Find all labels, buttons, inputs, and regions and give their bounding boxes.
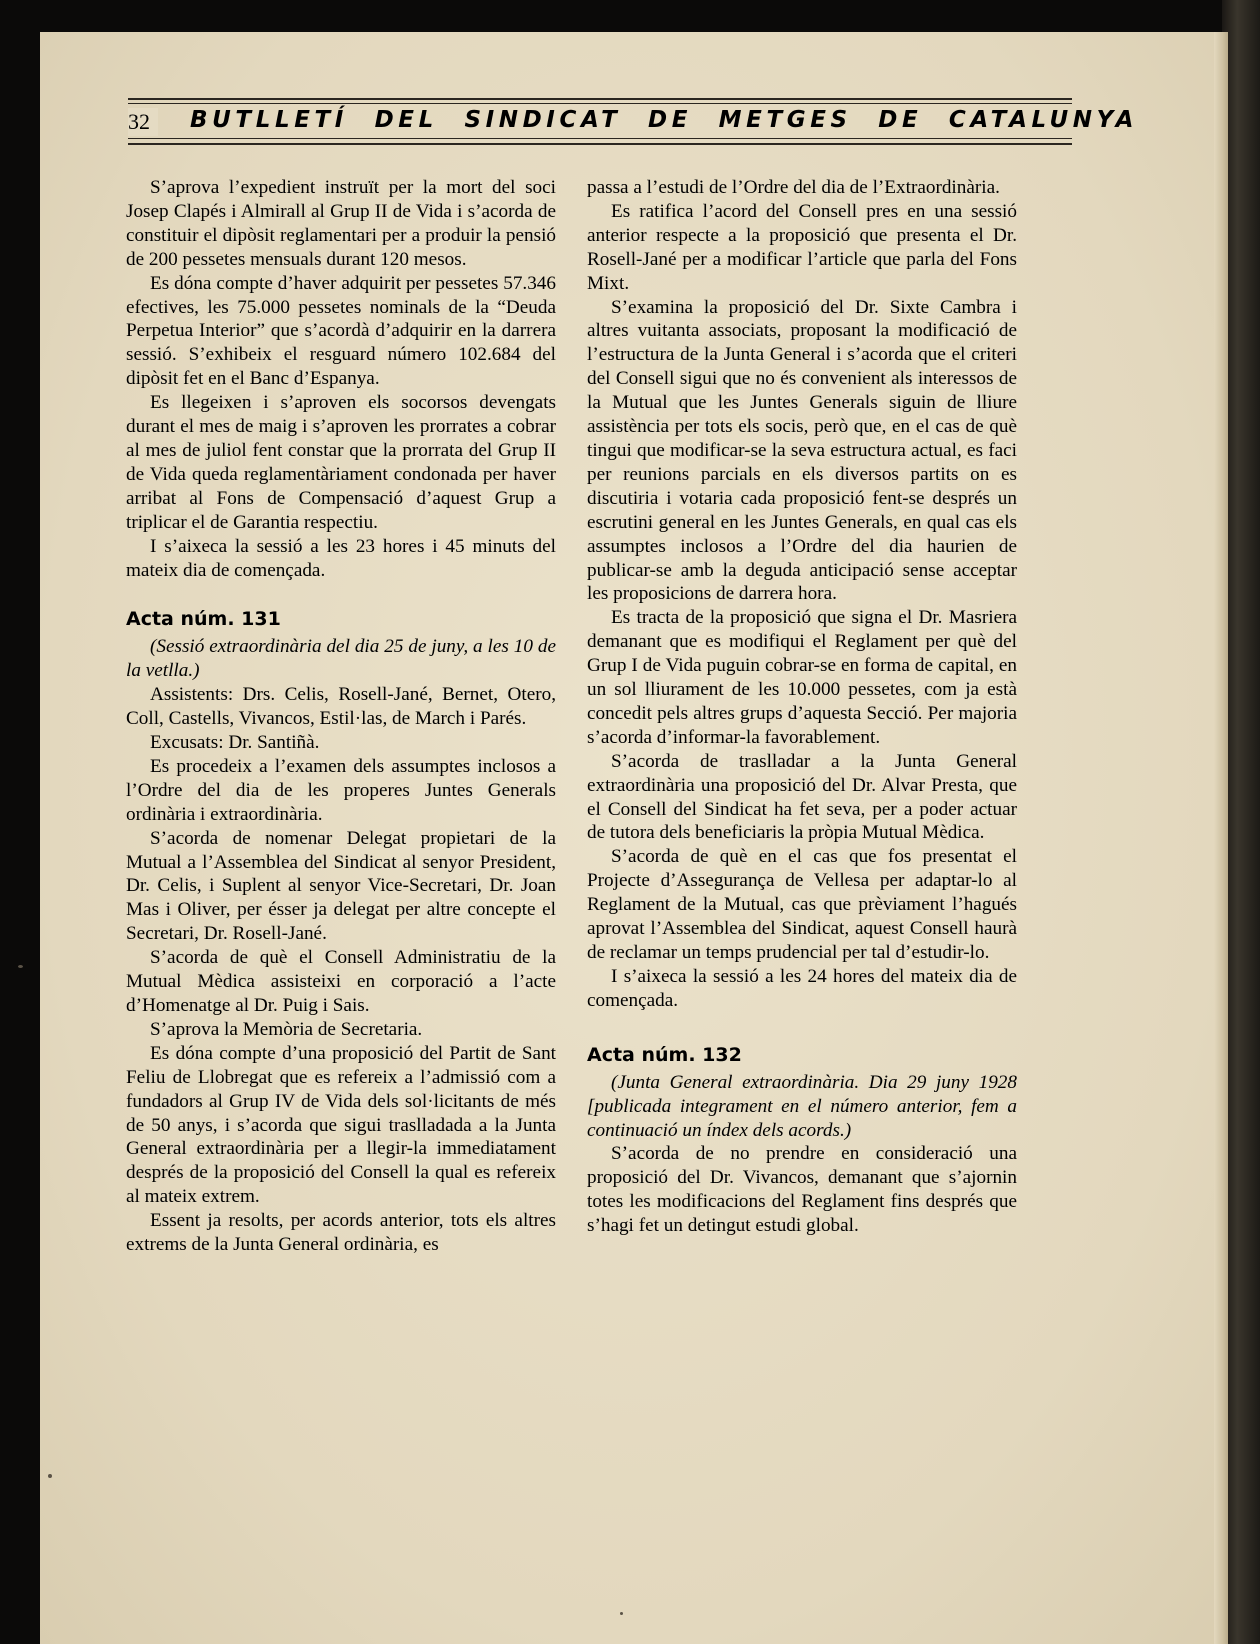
- paragraph: S’acorda de nomenar Delegat propietari de la Mutual a l’Assemblea del Sindicat al senyor President, Dr. Celis, i Suplent al senyor Vice-Secretari, Dr. Joan Mas i Oliver, per ésser ja delegat per altre concepte el Secretari, Dr. Rosell-Jané.: [126, 827, 556, 945]
- acta-132-heading: Acta núm. 132: [587, 1043, 742, 1066]
- paragraph: Es llegeixen i s’aproven els socorsos devengats durant el mes de maig i s’aproven les prorrates a cobrar al mes de juliol fent constar que la prorrata del Grup II de Vida queda reglamentàriament condonada per haver arribat al Fons de Compensació d’aquest Grup a triplicar el de Garantia respectiu.: [126, 392, 556, 533]
- left-column: [126, 176, 556, 1257]
- scan-speck: [48, 1474, 52, 1478]
- acta-131-heading: Acta núm. 131: [126, 608, 281, 631]
- page-spine-shadow: [1214, 32, 1228, 1644]
- paragraph: Assistents: Drs. Celis, Rosell-Jané, Bernet, Otero, Coll, Castells, Vivancos, Estil·las, de March i Parés.: [126, 684, 556, 730]
- header-rule: [128, 143, 1072, 145]
- acta-131-session-note: (Sessió extraordinària del dia 25 de juny, a les 10 de la vetlla.): [126, 636, 556, 682]
- header-rule: [128, 103, 1072, 104]
- page-header: [128, 72, 1139, 158]
- paragraph: S’acorda de què en el cas que fos presentat el Projecte d’Assegurança de Vellesa per adaptar-lo al Reglament de la Mutual, cas que prèviament l’hagués aprovat l’Assemblea del Sindicat, aquest Consell haurà de reclamar un temps prudencial per tal d’estudir-lo.: [587, 846, 1017, 963]
- header-rule: [128, 98, 1072, 100]
- paragraph: Es dóna compte d’haver adquirit per pessetes 57.346 efectives, les 75.000 pessetes nominals de la “Deuda Perpetua Interior” que s’acordà d’adquirir en la darrera sessió. S’exhibeix el resguard número 102.684 del dipòsit fet en el Banc d’Espanya.: [126, 272, 556, 390]
- paragraph: passa a l’estudi de l’Ordre del dia de l’Extraordinària.: [587, 177, 1000, 198]
- paragraph: Essent ja resolts, per acords anterior, tots els altres extrems de la Junta General ordinària, es: [126, 1210, 556, 1256]
- paragraph: S’acorda de traslladar a la Junta General extraordinària una proposició del Dr. Alvar Presta, que el Consell del Sindicat ha fet seva, per a poder actuar de tutora dels beneficiaris la pròpia Mutual Mèdica.: [587, 750, 1017, 844]
- paragraph: Excusats: Dr. Santiñà.: [150, 732, 320, 754]
- scan-speck: [620, 1612, 623, 1615]
- paragraph: I s’aixeca la sessió a les 24 hores del mateix dia de començada.: [587, 965, 1017, 1011]
- paragraph: Es ratifica l’acord del Consell pres en una sessió anterior respecte a la proposició que presenta el Dr. Rosell-Jané per a modificar l’article que parla del Fons Mixt.: [587, 200, 1017, 294]
- paragraph: S’aprova l’expedient instruït per la mort del soci Josep Clapés i Almirall al Grup II de Vida i s’acorda de constituir el dipòsit reglamentari per a produir la pensió de 200 pessetes mensuals durant 120 mesos.: [126, 177, 556, 270]
- header-rule: [128, 138, 1072, 139]
- paragraph: Es dóna compte d’una proposició del Partit de Sant Feliu de Llobregat que es refereix a l’admissió com a fundadors al Grup IV de Vida dels sol·licitants de més de 50 anys, i s’acorda que sigui traslladada a la Junta General extraordinària per a llegir-la immediatament després de la proposició del Consell la qual es refereix al mateix extrem.: [126, 1042, 556, 1208]
- paragraph: S’examina la proposició del Dr. Sixte Cambra i altres vuitanta associats, proposant la modificació de l’estructura de la Junta General i s’acorda que el criteri del Consell sigui que no és convenient als interessos de la Mutual que les Juntes Generals siguin de lliure assistència per tots els socis, però que, en el cas de què tingui que modificar-se la seva estructura actual, es faci per reunions parcials en els diversos partits on es discutiria i votaria cada proposició fent-se després un escrutini general en les Juntes Generals, en qual cas els assumptes inclosos a l’Ordre del dia haurien de publicar-se amb la deguda anticipació sense acceptar les proposicions de darrera hora.: [587, 296, 1017, 605]
- paragraph: S’acorda de no prendre en consideració una proposició del Dr. Vivancos, demanant que s’ajornin totes les modificacions del Reglament fins després que s’hagi fet un detingut estudi global.: [587, 1143, 1017, 1237]
- paragraph: Es tracta de la proposició que signa el Dr. Masriera demanant que es modifiqui el Reglament per què del Grup I de Vida puguin cobrar-se en forma de capital, en un sol lliurament de les 10.000 pessetes, com ja està concedit pels altres grups d’aquesta Secció. Per majoria s’acorda d’informar-la favorablement.: [587, 607, 1017, 748]
- right-column: [587, 176, 1017, 1238]
- paragraph: S’acorda de què el Consell Administratiu de la Mutual Mèdica assisteixi en corporació a l’acte d’Homenatge al Dr. Puig i Sais.: [126, 947, 556, 1016]
- running-title: BUTLLETÍ DEL SINDICAT DE METGES DE CATALUNYA: [190, 107, 1139, 133]
- paragraph: Es procedeix a l’examen dels assumptes inclosos a l’Ordre del dia de les properes Juntes Generals ordinària i extraordinària.: [126, 755, 556, 825]
- paragraph: I s’aixeca la sessió a les 23 hores i 45 minuts del mateix dia de començada.: [126, 535, 556, 581]
- scan-speck: [18, 965, 23, 968]
- paragraph: S’aprova la Memòria de Secretaria.: [150, 1018, 423, 1040]
- acta-132-session-note: (Junta General extraordinària. Dia 29 juny 1928 [publicada integrament en el número anterior, fem a continuació un índex dels acords.): [587, 1071, 1017, 1141]
- page-number: 32: [128, 108, 158, 136]
